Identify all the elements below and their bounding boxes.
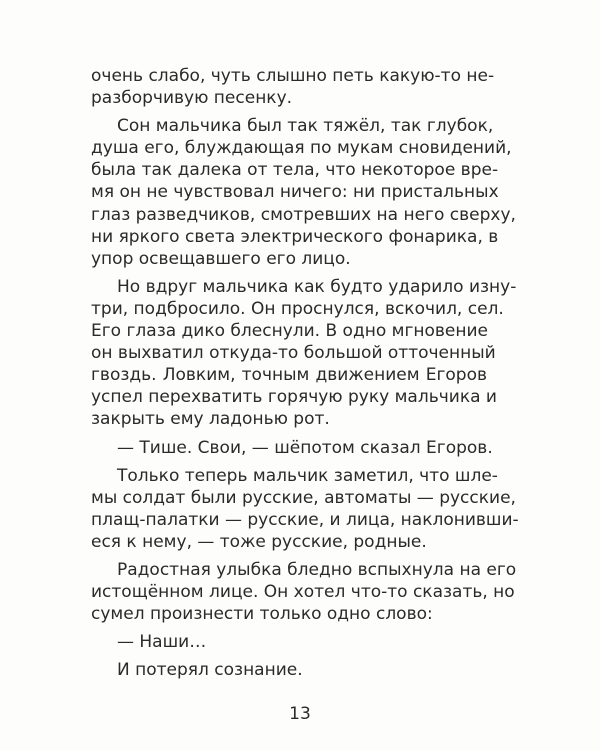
text-line: разборчивую песенку.: [91, 88, 293, 109]
text-line: плащ-палатки — русские, и лица, наклонивши-: [91, 509, 519, 530]
text-line: гвоздь. Ловким, точным движением Егоров: [91, 365, 487, 386]
paragraph: [91, 631, 487, 653]
paragraph: [91, 437, 493, 459]
paragraph: [91, 465, 519, 553]
text-line: Только теперь мальчик заметил, что шле-: [117, 465, 498, 486]
text-line: была так далека от тела, что некоторое вре-: [91, 160, 499, 181]
paragraph: [91, 115, 516, 270]
text-line: закрыть ему ладонью рот.: [91, 409, 330, 430]
text-line: ни яркого света электрического фонарика, в: [91, 226, 499, 247]
text-line: упор освещавшего его лицо.: [91, 248, 351, 269]
text-line: — Тише. Свои, — шёпотом сказал Егоров.: [117, 437, 493, 458]
text-line: Но вдруг мальчика как будто ударило изну-: [117, 276, 517, 297]
text-line: И потерял сознание.: [117, 660, 303, 681]
text-line: очень слабо, чуть слышно петь какую-то не-: [91, 66, 495, 86]
text-line: сумел произнести только одно слово:: [91, 604, 433, 625]
paragraph: [91, 276, 517, 431]
text-line: Его глаза дико блеснули. В одно мгновение: [91, 321, 488, 342]
text-line: душа его, блуждающая по мукам сновидений,: [91, 138, 512, 159]
text-line: успел перехватить горячую руку мальчика и: [91, 387, 497, 408]
text-line: глаз разведчиков, смотревших на него сверху,: [91, 204, 516, 225]
text-line: Радостная улыбка бледно вспыхнула на его: [117, 559, 517, 580]
text-line: три, подбросило. Он проснулся, вскочил, сел.: [91, 298, 504, 319]
text-line: мя он не чувствовал ничего: ни пристальных: [91, 182, 499, 203]
paragraph: [91, 65, 495, 109]
text-line: еся к нему, — тоже русские, родные.: [91, 531, 427, 552]
paragraph: [91, 659, 487, 681]
page-number: 13: [289, 704, 311, 724]
text-line: истощённом лице. Он хотел что-то сказать, но: [91, 582, 515, 603]
paragraph: [91, 559, 517, 625]
text-line: он выхватил откуда-то большой отточенный: [91, 343, 496, 364]
text-line: мы солдат были русские, автоматы — русские,: [91, 487, 516, 508]
text-line: Сон мальчика был так тяжёл, так глубок,: [117, 116, 494, 137]
text-line: — Наши…: [117, 632, 207, 653]
body-text: [91, 65, 519, 687]
